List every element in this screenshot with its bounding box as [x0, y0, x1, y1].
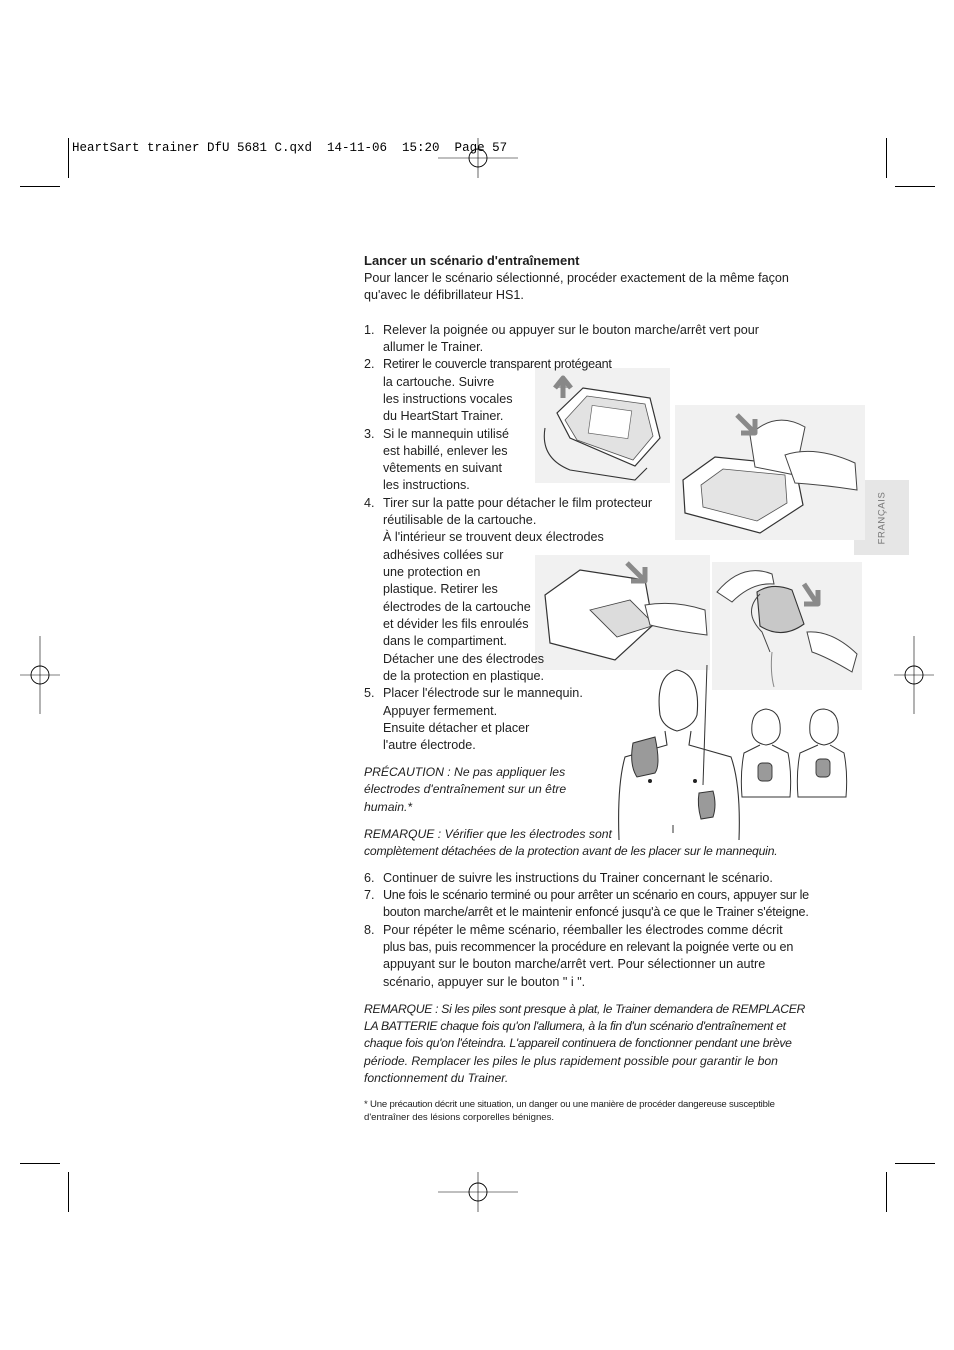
step-line: plastique. Retirer les	[383, 582, 498, 596]
language-label: FRANÇAIS	[876, 491, 887, 544]
step-line: les instructions vocales	[383, 392, 513, 406]
note-line: REMARQUE : Vérifier que les électrodes sont	[364, 827, 612, 841]
step-number: 2.	[364, 357, 375, 371]
step-line: Placer l'électrode sur le mannequin.	[383, 686, 583, 700]
illustration-child-pads	[740, 703, 848, 799]
step-number: 6.	[364, 871, 375, 885]
step-line: Appuyer fermement.	[383, 704, 498, 718]
precaution-line: PRÉCAUTION : Ne pas appliquer les	[364, 765, 566, 779]
step-number: 4.	[364, 496, 375, 510]
registration-mark-right	[894, 636, 934, 714]
step-line: adhésives collées sur	[383, 548, 504, 562]
crop-mark	[895, 186, 935, 187]
step-line: Continuer de suivre les instructions du Trainer concernant le scénario.	[383, 871, 773, 885]
step-line: la cartouche. Suivre	[383, 375, 495, 389]
step-line: Une fois le scénario terminé ou pour arrêter un scénario en cours, appuyer sur le	[383, 888, 809, 902]
note-line: LA BATTERIE chaque fois qu'on l'allumera, à la fin d'un scénario d'entraînement et	[364, 1019, 786, 1033]
illustration-open-cartridge	[675, 405, 865, 540]
step-line: allumer le Trainer.	[383, 340, 484, 354]
crop-mark	[895, 1163, 935, 1164]
step-line: électrodes de la cartouche	[383, 600, 531, 614]
step-line: de la protection en plastique.	[383, 669, 545, 683]
step-line: l'autre électrode.	[383, 738, 476, 752]
step-line: une protection en	[383, 565, 481, 579]
step-line: bouton marche/arrêt et le maintenir enfoncé jusqu'à ce que le Trainer s'éteigne.	[383, 905, 809, 919]
illustration-adult-pads	[615, 665, 745, 840]
step-line: Pour répéter le même scénario, réemballer les électrodes comme décrit	[383, 923, 783, 937]
crop-mark	[68, 138, 69, 178]
registration-mark-left	[20, 636, 60, 714]
step-line: Tirer sur la patte pour détacher le film protecteur	[383, 496, 653, 510]
section-heading: Lancer un scénario d'entraînement	[364, 253, 580, 268]
step-line: et dévider les fils enroulés	[383, 617, 529, 631]
registration-mark-bottom	[438, 1172, 518, 1212]
step-line: les instructions.	[383, 478, 470, 492]
step-number: 3.	[364, 427, 375, 441]
step-line: À l'intérieur se trouvent deux électrodes	[383, 530, 604, 544]
step-line: plus bas, puis recommencer la procédure en relevant la poignée verte ou en	[383, 940, 794, 954]
precaution-line: électrodes d'entraînement sur un être	[364, 782, 567, 796]
step-line: Relever la poignée ou appuyer sur le bouton marche/arrêt vert pour	[383, 323, 759, 337]
note-line: fonctionnement du Trainer.	[364, 1071, 509, 1085]
step-number: 8.	[364, 923, 375, 937]
precaution-line: humain.*	[364, 800, 413, 814]
intro-line: Pour lancer le scénario sélectionné, procéder exactement de la même façon	[364, 271, 789, 285]
step-line: vêtements en suivant	[383, 461, 503, 475]
print-slug: HeartSart trainer DfU 5681 C.qxd 14-11-06 15:20 Page 57	[72, 141, 508, 155]
note-line: chaque fois qu'on l'éteindra. L'appareil continuera de fonctionner pendant une brève	[364, 1036, 792, 1050]
crop-mark	[886, 138, 887, 178]
illustration-remove-cover	[535, 368, 670, 483]
crop-mark	[886, 1172, 887, 1212]
step-number: 1.	[364, 323, 375, 337]
step-number: 5.	[364, 686, 375, 700]
step-line: Ensuite détacher et placer	[383, 721, 530, 735]
step-line: est habillé, enlever les	[383, 444, 508, 458]
footnote-line: * Une précaution décrit une situation, un danger ou une manière de procéder dangereuse susceptible	[364, 1099, 775, 1110]
crop-mark	[20, 1163, 60, 1164]
crop-mark	[68, 1172, 69, 1212]
step-line: dans le compartiment.	[383, 634, 507, 648]
step-line: appuyant sur le bouton marche/arrêt vert. Pour sélectionner un autre	[383, 957, 766, 971]
step-line: du HeartStart Trainer.	[383, 409, 504, 423]
crop-mark	[20, 186, 60, 187]
footnote-line: d'entraîner des lésions corporelles bénignes.	[364, 1112, 555, 1123]
step-line: Si le mannequin utilisé	[383, 427, 510, 441]
note-line: période. Remplacer les piles le plus rapidement possible pour garantir le bon	[364, 1054, 778, 1068]
step-line: Détacher une des électrodes	[383, 652, 545, 666]
step-line: Retirer le couvercle transparent protégeant	[383, 357, 612, 371]
note-line: REMARQUE : Si les piles sont presque à plat, le Trainer demandera de REMPLACER	[364, 1002, 806, 1016]
illustration-peel-film	[535, 555, 710, 670]
step-number: 7.	[364, 888, 375, 902]
step-line: scénario, appuyer sur le bouton " i ".	[383, 975, 586, 989]
registration-mark-top	[438, 138, 518, 178]
step-line: réutilisable de la cartouche.	[383, 513, 537, 527]
note-line: complètement détachées de la protection avant de les placer sur le mannequin.	[364, 844, 778, 858]
intro-line: qu'avec le défibrillateur HS1.	[364, 288, 524, 302]
